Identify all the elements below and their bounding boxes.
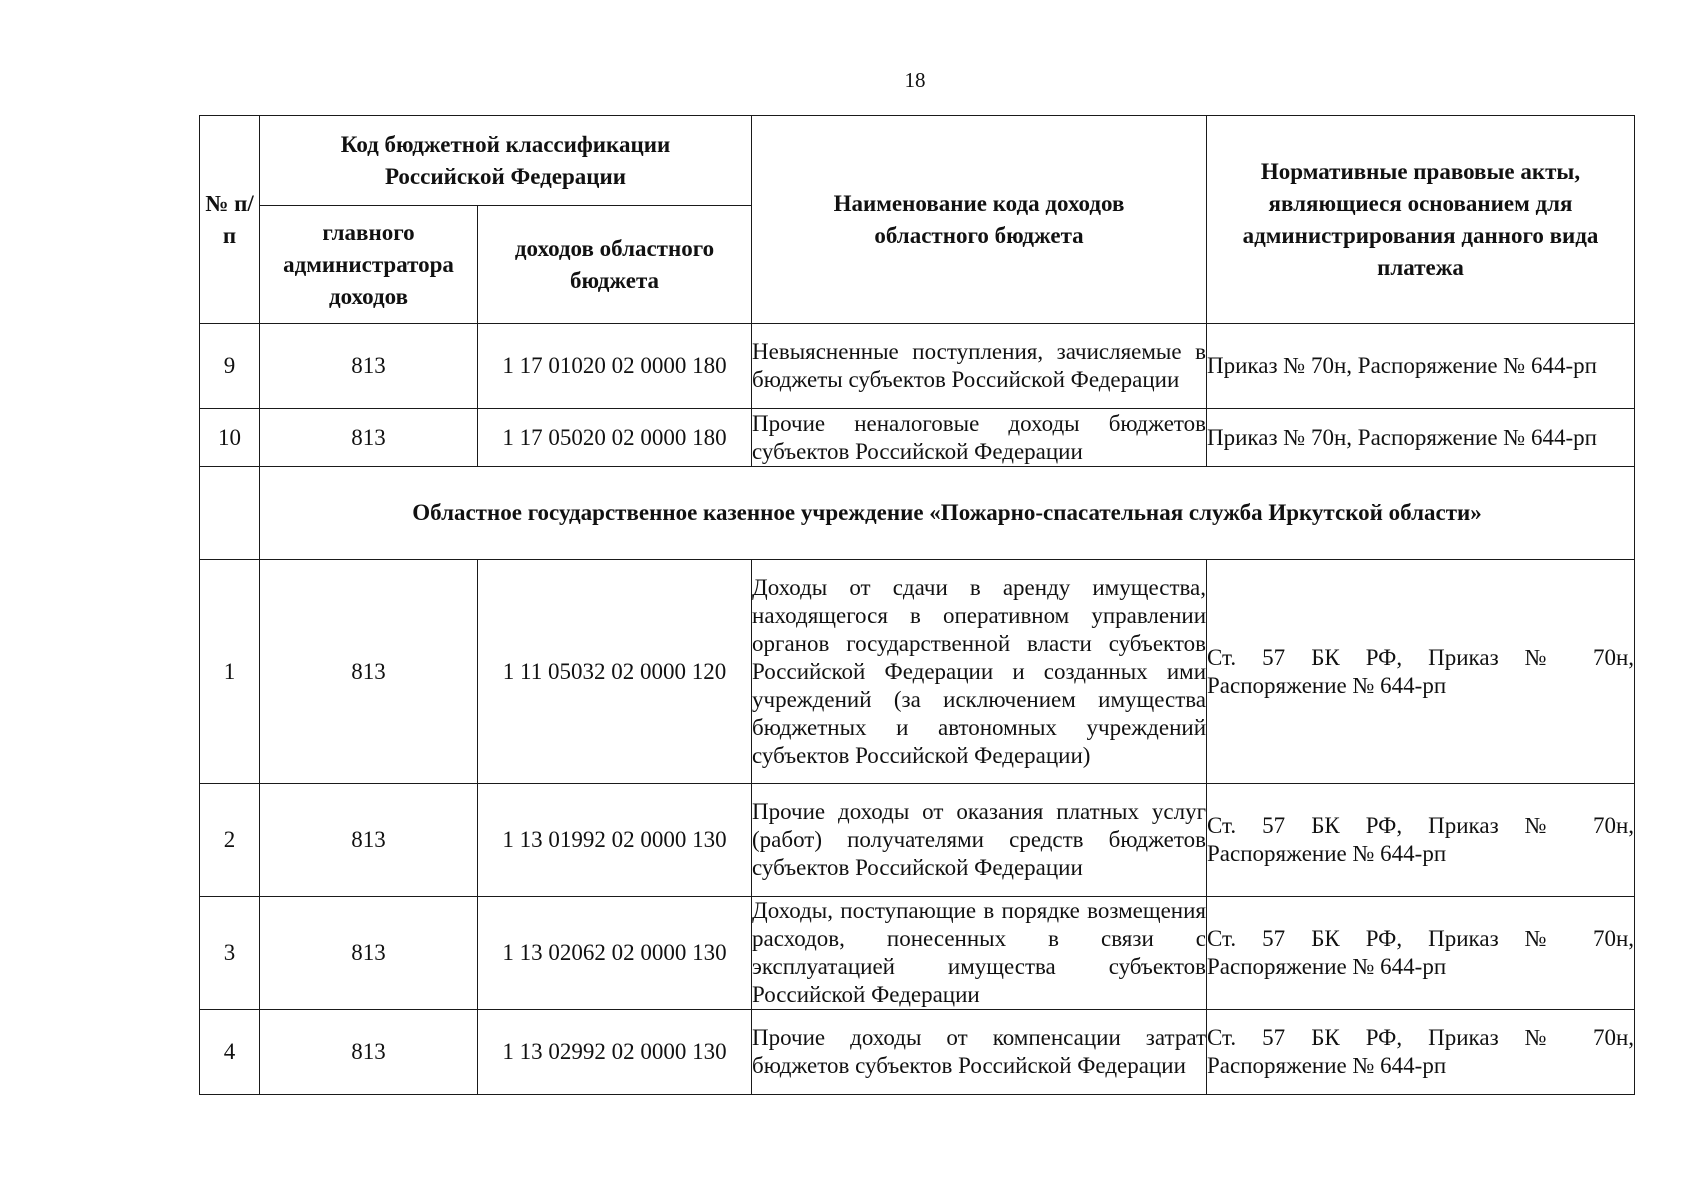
row-num: 10 (200, 409, 260, 467)
header-name: Наименование кода доходов областного бюджета (752, 116, 1207, 324)
row-num: 3 (200, 897, 260, 1010)
row-income-code: 1 17 05020 02 0000 180 (478, 409, 752, 467)
row-num: 4 (200, 1010, 260, 1095)
row-income-name: Прочие неналоговые доходы бюджетов субъектов Российской Федерации (752, 409, 1207, 467)
row-income-code: 1 11 05032 02 0000 120 (478, 560, 752, 784)
row-legal-acts: Приказ № 70н, Распоряжение № 644-рп (1207, 324, 1635, 409)
row-legal-acts: Ст. 57 БК РФ, Приказ № 70н, Распоряжение № 644-рп (1207, 897, 1635, 1010)
row-num: 9 (200, 324, 260, 409)
row-income-name: Доходы от сдачи в аренду имущества, находящегося в оперативном управлении органов государственной власти субъектов Российской Федерации и созданных ими учреждений (за исключением имущества бюджетных и автономных учреждений субъектов Российской Федерации) (752, 560, 1207, 784)
row-income-name: Прочие доходы от оказания платных услуг (работ) получателями средств бюджетов субъектов Российской Федерации (752, 784, 1207, 897)
header-acts: Нормативные правовые акты, являющиеся основанием для администрирования данного вида платежа (1207, 116, 1635, 324)
row-income-code: 1 13 02062 02 0000 130 (478, 897, 752, 1010)
table-row (200, 1010, 1635, 1095)
row-admin-code: 813 (260, 784, 478, 897)
page-number: 18 (904, 68, 926, 92)
row-admin-code: 813 (260, 409, 478, 467)
section-row (200, 467, 1635, 560)
section-num-cell (200, 467, 260, 560)
header-kbk-admin: главного администратора доходов (260, 206, 478, 324)
row-income-name: Невыясненные поступления, зачисляемые в бюджеты субъектов Российской Федерации (752, 324, 1207, 409)
row-legal-acts: Приказ № 70н, Распоряжение № 644-рп (1207, 409, 1635, 467)
row-income-name: Прочие доходы от компенсации затрат бюджетов субъектов Российской Федерации (752, 1010, 1207, 1095)
table-row (200, 784, 1635, 897)
row-admin-code: 813 (260, 1010, 478, 1095)
row-legal-acts: Ст. 57 БК РФ, Приказ № 70н, Распоряжение № 644-рп (1207, 1010, 1635, 1095)
table-row (200, 560, 1635, 784)
row-num: 1 (200, 560, 260, 784)
row-income-name: Доходы, поступающие в порядке возмещения расходов, понесенных в связи с эксплуатацией имущества субъектов Российской Федерации (752, 897, 1207, 1010)
header-kbk-group: Код бюджетной классификации Российской Федерации (260, 116, 752, 206)
row-legal-acts: Ст. 57 БК РФ, Приказ № 70н, Распоряжение № 644-рп (1207, 784, 1635, 897)
row-income-code: 1 13 02992 02 0000 130 (478, 1010, 752, 1095)
revenue-codes-table (199, 115, 1635, 1095)
table-row (200, 409, 1635, 467)
header-kbk-income: доходов областного бюджета (478, 206, 752, 324)
row-num: 2 (200, 784, 260, 897)
row-income-code: 1 17 01020 02 0000 180 (478, 324, 752, 409)
header-num: № п/п (200, 116, 260, 324)
table-row (200, 897, 1635, 1010)
row-admin-code: 813 (260, 324, 478, 409)
section-title: Областное государственное казенное учреждение «Пожарно-спасательная служба Иркутской области» (260, 467, 1635, 560)
row-income-code: 1 13 01992 02 0000 130 (478, 784, 752, 897)
table-row (200, 324, 1635, 409)
row-legal-acts: Ст. 57 БК РФ, Приказ № 70н, Распоряжение № 644-рп (1207, 560, 1635, 784)
row-admin-code: 813 (260, 897, 478, 1010)
row-admin-code: 813 (260, 560, 478, 784)
